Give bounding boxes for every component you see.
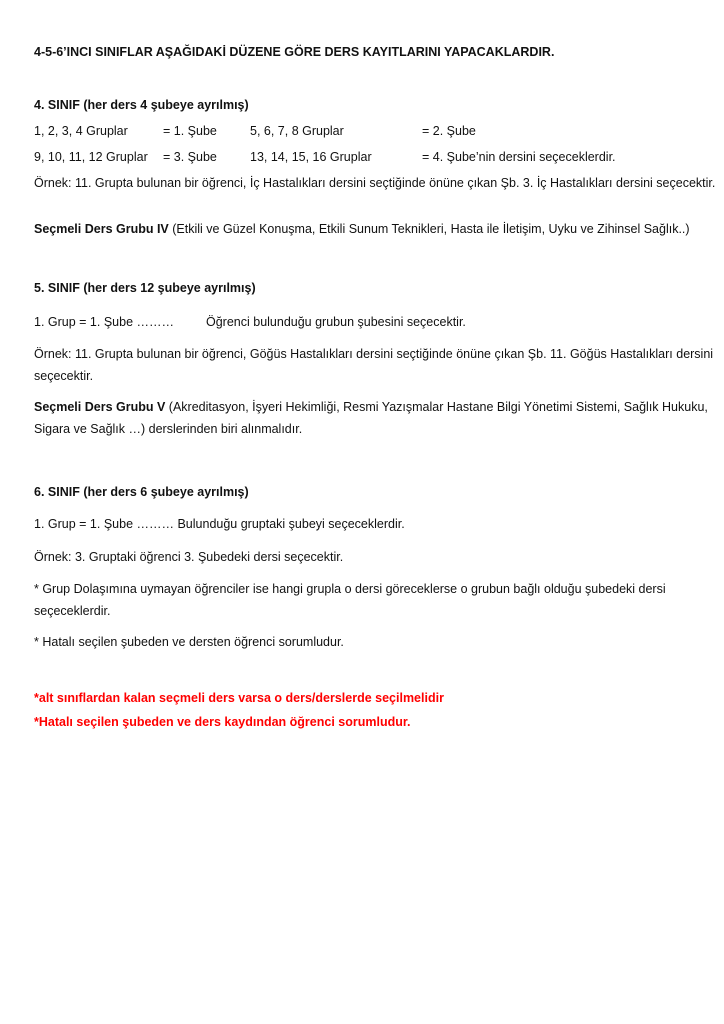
grade4-elective [34,218,690,240]
grade4-row1-groups-b: 5, 6, 7, 8 Gruplar [250,124,344,138]
grade4-row-2 [34,146,718,168]
grade5-elective [34,396,718,440]
warning-2: *Hatalı seçilen şubeden ve ders kaydından öğrenci sorumludur. [34,715,411,729]
grade5-elective-label: Seçmeli Ders Grubu V [34,400,166,414]
grade4-row2-branch-b: = 4. Şube’nin dersini seçeceklerdir. [422,150,616,164]
grade4-row1-branch-b: = 2. Şube [422,124,476,138]
grade6-note-1: * Grup Dolaşımına uymayan öğrenciler ise hangi grupla o dersi göreceklerse o grubun bağlı olduğu şubedeki dersi seçeceklerdir. [34,582,666,618]
grade5-rule-right: Öğrenci bulunduğu grubun şubesini seçecektir. [206,315,466,329]
grade5-rule [34,311,718,333]
grade4-elective-label: Seçmeli Ders Grubu IV [34,222,169,236]
grade5-rule-left: 1. Grup = 1. Şube ……… [34,315,174,329]
grade5-heading: 5. SINIF (her ders 12 şubeye ayrılmış) [34,281,256,295]
grade4-heading: 4. SINIF (her ders 4 şubeye ayrılmış) [34,98,249,112]
grade6-heading: 6. SINIF (her ders 6 şubeye ayrılmış) [34,485,249,499]
page-title: 4-5-6’INCI SINIFLAR AŞAĞIDAKİ DÜZENE GÖRE DERS KAYITLARINI YAPACAKLARDIR. [34,45,555,59]
grade5-elective-text: (Akreditasyon, İşyeri Hekimliği, Resmi Yazışmalar Hastane Bilgi Yönetimi Sistemi, Sağlık Hukuku, Sigara ve Sağlık …) derslerinden biri alınmalıdır. [34,400,708,436]
grade6-note-2: * Hatalı seçilen şubeden ve dersten öğrenci sorumludur. [34,635,344,649]
grade5-example: Örnek: 11. Grupta bulunan bir öğrenci, Göğüs Hastalıkları dersini seçtiğinde önüne çıkan Şb. 11. Göğüs Hastalıkları dersini seçecektir. [34,347,714,383]
grade6-rule: 1. Grup = 1. Şube ……… Bulunduğu gruptaki şubeyi seçeceklerdir. [34,517,405,531]
grade4-row1-groups-a: 1, 2, 3, 4 Gruplar [34,124,128,138]
grade4-row2-groups-a: 9, 10, 11, 12 Gruplar [34,150,148,164]
grade4-row2-branch-a: = 3. Şube [163,150,217,164]
grade4-row1-branch-a: = 1. Şube [163,124,217,138]
grade4-elective-text: (Etkili ve Güzel Konuşma, Etkili Sunum Teknikleri, Hasta ile İletişim, Uyku ve Zihinsel Sağlık..) [168,222,690,236]
grade4-row-1 [34,120,718,142]
grade4-example: Örnek: 11. Grupta bulunan bir öğrenci, İç Hastalıkları dersini seçtiğinde önüne çıkan Şb. 3. İç Hastalıkları dersini seçecektir. [34,176,716,190]
warning-1: *alt sınıflardan kalan seçmeli ders varsa o ders/derslerde seçilmelidir [34,691,444,705]
grade6-example: Örnek: 3. Gruptaki öğrenci 3. Şubedeki dersi seçecektir. [34,550,344,564]
grade4-row2-groups-b: 13, 14, 15, 16 Gruplar [250,150,372,164]
